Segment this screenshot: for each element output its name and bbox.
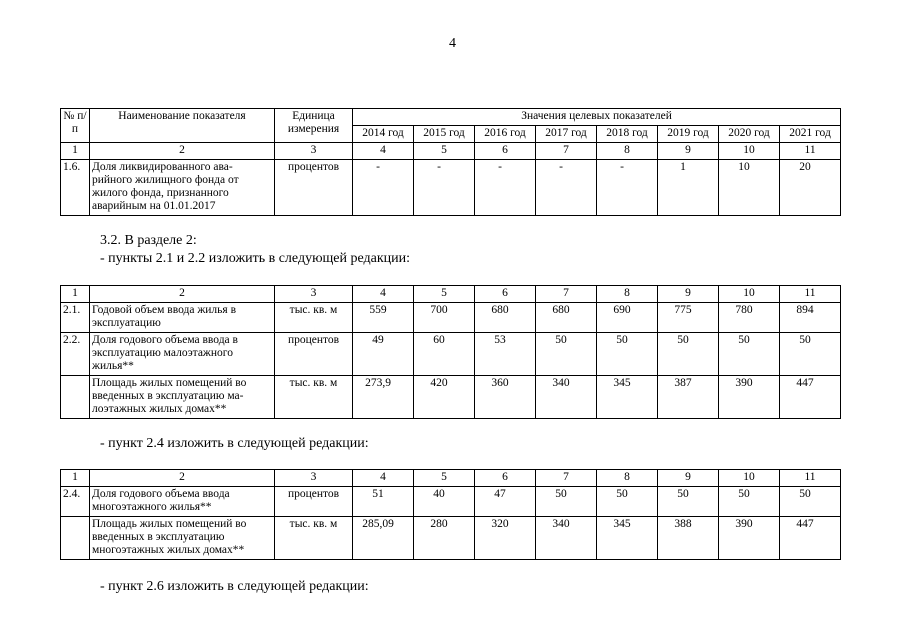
row-value: 345 — [597, 376, 658, 419]
col-number: 9 — [658, 143, 719, 160]
col-number: 4 — [353, 143, 414, 160]
table-row — [61, 517, 841, 560]
row-value: 340 — [536, 517, 597, 560]
row-value: 20 — [780, 160, 841, 216]
row-num — [61, 376, 90, 419]
row-value: 1 — [658, 160, 719, 216]
row-value: 49 — [353, 333, 414, 376]
row-value: 388 — [658, 517, 719, 560]
row-value: 320 — [475, 517, 536, 560]
header-year: 2019 год — [658, 126, 719, 143]
row-value: 273,9 — [353, 376, 414, 419]
col-number: 4 — [353, 470, 414, 487]
row-value: 50 — [536, 333, 597, 376]
row-value: 53 — [475, 333, 536, 376]
col-number: 3 — [275, 470, 353, 487]
row-num: 2.1. — [61, 303, 90, 333]
header-num: № п/п — [61, 109, 90, 143]
col-number: 2 — [90, 286, 275, 303]
row-value: 775 — [658, 303, 719, 333]
row-value: 285,09 — [353, 517, 414, 560]
row-value: 47 — [475, 487, 536, 517]
header-year: 2016 год — [475, 126, 536, 143]
row-unit: тыс. кв. м — [275, 376, 353, 419]
row-unit: процентов — [275, 333, 353, 376]
row-name: Годовой объем ввода жилья в эксплуатацию — [90, 303, 275, 333]
col-number: 6 — [475, 286, 536, 303]
col-number: 7 — [536, 143, 597, 160]
row-name: Площадь жилых помещений во введенных в эксплуатацию ма-лоэтажных жилых домах** — [90, 376, 275, 419]
header-values-title: Значения целевых показателей — [353, 109, 841, 126]
row-value: 50 — [719, 333, 780, 376]
row-num: 1.6. — [61, 160, 90, 216]
row-value: 50 — [597, 487, 658, 517]
row-unit: тыс. кв. м — [275, 517, 353, 560]
col-number: 5 — [414, 470, 475, 487]
section-heading: 3.2. В разделе 2: — [100, 233, 197, 248]
header-year: 2018 год — [597, 126, 658, 143]
row-value: 700 — [414, 303, 475, 333]
col-number: 4 — [353, 286, 414, 303]
row-value: 780 — [719, 303, 780, 333]
row-value: 390 — [719, 376, 780, 419]
page-number: 4 — [449, 36, 456, 51]
col-number: 9 — [658, 470, 719, 487]
row-name: Доля годового объема ввода многоэтажного жилья** — [90, 487, 275, 517]
indicator-table-2 — [60, 285, 841, 419]
col-number: 6 — [475, 143, 536, 160]
col-number: 8 — [597, 286, 658, 303]
table-row — [61, 303, 841, 333]
row-value: - — [536, 160, 597, 216]
row-value: 360 — [475, 376, 536, 419]
col-number: 5 — [414, 286, 475, 303]
row-unit: процентов — [275, 160, 353, 216]
col-number: 11 — [780, 470, 841, 487]
row-name: Доля ликвидированного ава-рийного жилищного фонда от жилого фонда, признанного аварийным на 01.01.2017 — [90, 160, 275, 216]
col-number: 11 — [780, 286, 841, 303]
header-year: 2014 год — [353, 126, 414, 143]
indicator-table-1 — [60, 108, 841, 216]
instruction-paragraph: - пункт 2.6 изложить в следующей редакции: — [100, 579, 369, 594]
col-number: 1 — [61, 470, 90, 487]
col-number: 2 — [90, 143, 275, 160]
col-number: 3 — [275, 286, 353, 303]
row-value: 345 — [597, 517, 658, 560]
table-row — [61, 376, 841, 419]
row-value: 10 — [719, 160, 780, 216]
row-value: 40 — [414, 487, 475, 517]
header-year: 2020 год — [719, 126, 780, 143]
table-row — [61, 333, 841, 376]
row-value: 60 — [414, 333, 475, 376]
row-value: 50 — [536, 487, 597, 517]
header-year: 2021 год — [780, 126, 841, 143]
table-row — [61, 160, 841, 216]
col-number: 10 — [719, 470, 780, 487]
col-number: 8 — [597, 143, 658, 160]
row-value: 50 — [780, 333, 841, 376]
header-name: Наименование показателя — [90, 109, 275, 143]
table-row — [61, 487, 841, 517]
row-value: - — [475, 160, 536, 216]
row-num — [61, 517, 90, 560]
row-value: 340 — [536, 376, 597, 419]
header-unit: Единица измерения — [275, 109, 353, 143]
row-value: 420 — [414, 376, 475, 419]
col-number: 7 — [536, 470, 597, 487]
row-value: 50 — [719, 487, 780, 517]
row-value: 447 — [780, 376, 841, 419]
row-unit: тыс. кв. м — [275, 303, 353, 333]
row-value: 894 — [780, 303, 841, 333]
row-value: 559 — [353, 303, 414, 333]
col-number: 7 — [536, 286, 597, 303]
col-number: 9 — [658, 286, 719, 303]
row-value: 390 — [719, 517, 780, 560]
row-num: 2.4. — [61, 487, 90, 517]
row-name: Доля годового объема ввода в эксплуатацию малоэтажного жилья** — [90, 333, 275, 376]
row-value: 680 — [475, 303, 536, 333]
row-value: - — [353, 160, 414, 216]
row-num: 2.2. — [61, 333, 90, 376]
col-number: 10 — [719, 286, 780, 303]
row-value: 50 — [597, 333, 658, 376]
row-value: - — [597, 160, 658, 216]
col-number: 11 — [780, 143, 841, 160]
row-value: 51 — [353, 487, 414, 517]
row-value: 387 — [658, 376, 719, 419]
row-value: 50 — [780, 487, 841, 517]
col-number: 10 — [719, 143, 780, 160]
row-value: - — [414, 160, 475, 216]
col-number: 1 — [61, 143, 90, 160]
row-name: Площадь жилых помещений во введенных в эксплуатацию многоэтажных жилых домах** — [90, 517, 275, 560]
row-value: 447 — [780, 517, 841, 560]
header-year: 2015 год — [414, 126, 475, 143]
instruction-paragraph: - пункты 2.1 и 2.2 изложить в следующей редакции: — [100, 251, 411, 266]
col-number: 6 — [475, 470, 536, 487]
row-value: 690 — [597, 303, 658, 333]
row-value: 680 — [536, 303, 597, 333]
instruction-paragraph: - пункт 2.4 изложить в следующей редакции: — [100, 436, 369, 451]
col-number: 5 — [414, 143, 475, 160]
row-value: 50 — [658, 333, 719, 376]
indicator-table-3 — [60, 469, 841, 560]
row-value: 280 — [414, 517, 475, 560]
header-year: 2017 год — [536, 126, 597, 143]
col-number: 2 — [90, 470, 275, 487]
col-number: 8 — [597, 470, 658, 487]
row-value: 50 — [658, 487, 719, 517]
col-number: 1 — [61, 286, 90, 303]
row-unit: процентов — [275, 487, 353, 517]
col-number: 3 — [275, 143, 353, 160]
